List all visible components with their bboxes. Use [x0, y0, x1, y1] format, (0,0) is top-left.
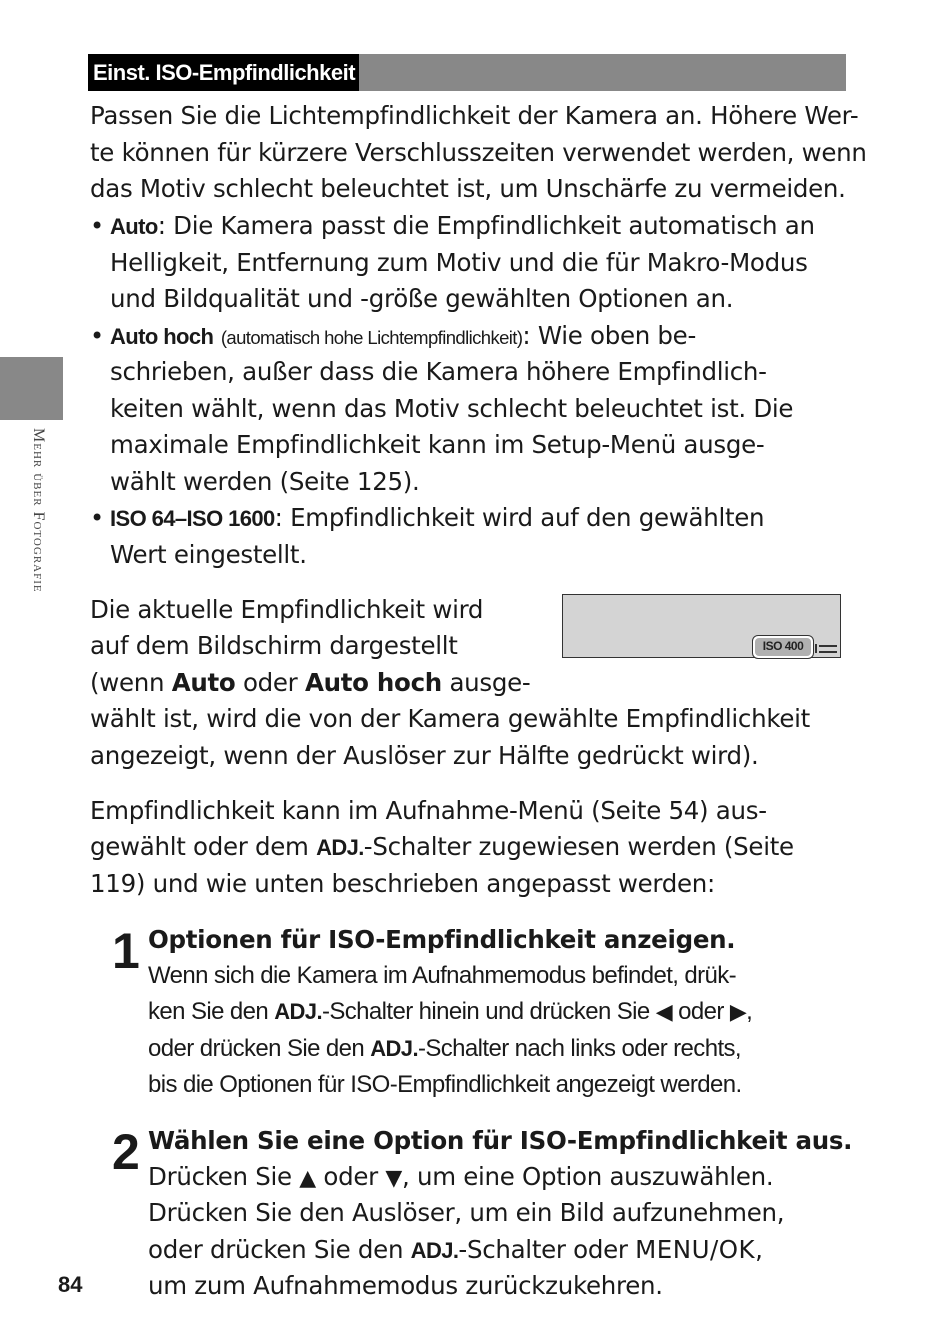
chapter-label: Mehr über Fotografie: [30, 428, 47, 593]
bullet-line: schrieben, außer dass die Kamera höhere Empfindlich-: [110, 357, 767, 386]
intro-line: te können für kürzere Verschlusszeiten verwendet werden, wenn: [90, 138, 867, 167]
step-line: oder drücken Sie den ADJ.-Schalter nach links oder rechts,: [148, 1035, 741, 1062]
bullet-term-note: (automatisch hohe Lichtempfindlichkeit): [220, 327, 523, 348]
bullet-marker: •: [90, 322, 105, 350]
bullet-iso-range: ISO 64–ISO 1600: Empfindlichkeit wird auf den gewählten: [110, 503, 765, 532]
bullet-line: keiten wählt, wenn das Motiv schlecht beleuchtet ist. Die: [110, 394, 794, 423]
display-line: auf dem Bildschirm dargestellt: [90, 631, 458, 660]
menu-line: gewählt oder dem ADJ.-Schalter zugewiesen werden (Seite: [90, 832, 794, 861]
display-line: Die aktuelle Empfindlichkeit wird: [90, 595, 484, 624]
down-triangle-icon: ▼: [385, 1166, 402, 1191]
exposure-scale-tick: [815, 644, 817, 653]
display-line: (wenn Auto oder Auto hoch ausge-: [90, 668, 531, 697]
step-line: um zum Aufnahmemodus zurückzukehren.: [148, 1271, 663, 1300]
bullet-line: und Bildqualität und -größe gewählten Optionen an.: [110, 284, 734, 313]
chapter-tab: [0, 357, 63, 420]
step-line: Drücken Sie den Auslöser, um ein Bild aufzunehmen,: [148, 1198, 785, 1227]
section-heading: Einst. ISO-Empfindlichkeit: [88, 54, 359, 91]
bullet-term: Auto hoch: [110, 324, 214, 349]
step-line: bis die Optionen für ISO-Empfindlichkeit angezeigt werden.: [148, 1071, 742, 1098]
step-title: Wählen Sie eine Option für ISO-Empfindlichkeit aus.: [148, 1126, 853, 1155]
exposure-scale-mark: [819, 651, 837, 653]
section-heading-bar: [88, 54, 846, 91]
iso-indicator-badge: [752, 635, 814, 659]
bullet-marker: •: [90, 504, 105, 532]
bullet-line: Wert eingestellt.: [110, 540, 307, 569]
adj-label: ADJ.: [410, 1238, 459, 1263]
bullet-auto: Auto: Die Kamera passt die Empfindlichkeit automatisch an: [110, 211, 815, 240]
adj-label: ADJ.: [274, 999, 322, 1024]
iso-indicator-text: ISO 400: [755, 638, 811, 656]
menu-line: 119) und wie unten beschrieben angepasst werden:: [90, 869, 715, 898]
intro-line: Passen Sie die Lichtempfindlichkeit der Kamera an. Höhere Wer-: [90, 101, 859, 130]
page-number: 84: [58, 1272, 83, 1297]
bullet-marker: •: [90, 212, 105, 240]
left-triangle-icon: ◀: [655, 999, 673, 1024]
step-title: Optionen für ISO-Empfindlichkeit anzeigen.: [148, 925, 736, 954]
bullet-auto-high: Auto hoch (automatisch hohe Lichtempfindlichkeit): Wie oben be-: [110, 321, 696, 350]
display-line: angezeigt, wenn der Auslöser zur Hälfte gedrückt wird).: [90, 741, 759, 770]
intro-line: das Motiv schlecht beleuchtet ist, um Unschärfe zu vermeiden.: [90, 174, 846, 203]
display-line: wählt ist, wird die von der Kamera gewählte Empfindlichkeit: [90, 704, 810, 733]
menu-line: Empfindlichkeit kann im Aufnahme-Menü (Seite 54) aus-: [90, 796, 767, 825]
bullet-line: maximale Empfindlichkeit kann im Setup-Menü ausge-: [110, 430, 765, 459]
step-line: Wenn sich die Kamera im Aufnahmemodus befindet, drük-: [148, 962, 737, 989]
bullet-term: Auto: [110, 214, 158, 239]
step-line: Drücken Sie ▲ oder ▼, um eine Option auszuwählen.: [148, 1162, 774, 1191]
menu-ok-label: MENU/OK: [635, 1235, 756, 1264]
right-triangle-icon: ▶: [729, 999, 747, 1024]
adj-label: ADJ.: [370, 1036, 418, 1061]
bullet-line: Helligkeit, Entfernung zum Motiv und die für Makro-Modus: [110, 248, 808, 277]
step-number: 2: [112, 1124, 137, 1180]
step-line: ken Sie den ADJ.-Schalter hinein und drücken Sie ◀ oder ▶,: [148, 998, 753, 1025]
adj-label: ADJ.: [316, 835, 364, 860]
camera-screen-inset: [562, 594, 841, 658]
up-triangle-icon: ▲: [299, 1166, 316, 1191]
bullet-line: wählt werden (Seite 125).: [110, 467, 420, 496]
step-line: oder drücken Sie den ADJ.-Schalter oder MENU/OK,: [148, 1235, 763, 1264]
bullet-term: ISO 64–ISO 1600: [110, 506, 275, 531]
step-number: 1: [112, 923, 137, 979]
exposure-scale-mark: [819, 645, 837, 647]
